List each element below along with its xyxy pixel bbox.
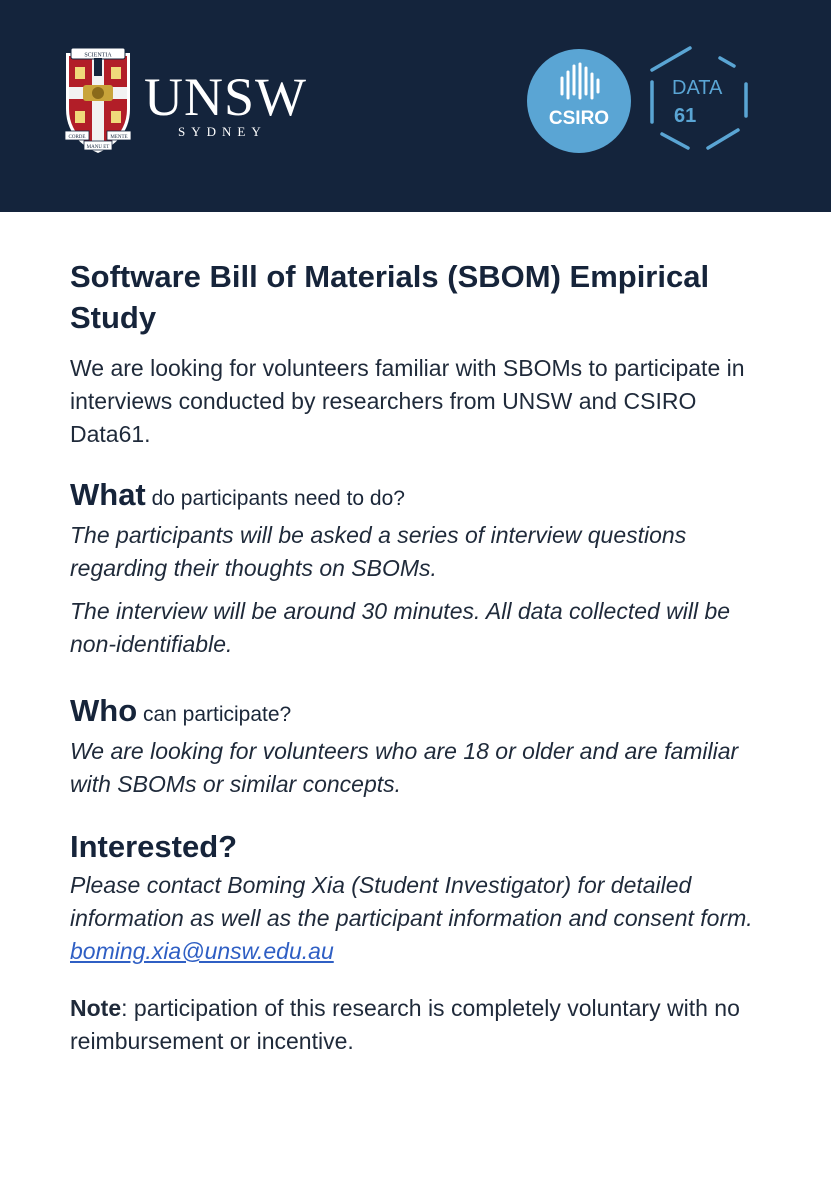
who-heading <box>70 691 770 735</box>
contact-email-link[interactable]: boming.xia@unsw.edu.au <box>70 938 334 964</box>
header-banner <box>0 0 831 212</box>
crest-scroll-right: MENTE <box>110 135 128 140</box>
who-paragraph: We are looking for volunteers who are 18 or older and are familiar with SBOMs or similar concepts. <box>70 738 739 797</box>
what-heading-lead: What <box>70 477 146 512</box>
interested-heading: Interested? <box>70 829 238 864</box>
contact-paragraph: Please contact Boming Xia (Student Investigator) for detailed information as well as the participant information and consent form. <box>70 872 753 931</box>
what-heading <box>70 475 770 519</box>
who-heading-lead: Who <box>70 693 138 728</box>
note-label: Note <box>70 995 122 1021</box>
who-heading-rest: can participate? <box>137 703 292 726</box>
note-paragraph <box>70 992 770 1058</box>
crest-scroll-bottom: MANU ET <box>86 145 110 150</box>
note-text: : participation of this research is completely voluntary with no reimbursement or incentive. <box>70 995 740 1054</box>
what-paragraph-2: The interview will be around 30 minutes. All data collected will be non-identifiable. <box>70 598 731 657</box>
page-title: Software Bill of Materials (SBOM) Empirical Study <box>70 259 710 335</box>
data61-logo-icon <box>648 44 752 154</box>
data61-label-61: 61 <box>674 105 697 127</box>
crest-scroll-top: SCIENTIA <box>84 52 112 59</box>
flyer-body <box>70 256 770 1058</box>
csiro-label: CSIRO <box>548 108 610 129</box>
what-heading-rest: do participants need to do? <box>145 487 405 510</box>
data61-label-data: DATA <box>672 77 723 99</box>
what-paragraph-1: The participants will be asked a series of interview questions regarding their thoughts on SBOMs. <box>70 522 687 581</box>
unsw-crest-icon <box>64 47 132 157</box>
csiro-logo-icon <box>526 48 632 154</box>
crest-scroll-left: CORDE <box>68 135 86 140</box>
intro-paragraph: We are looking for volunteers familiar with SBOMs to participate in interviews conducted by researchers from UNSW and CSIRO Data61. <box>70 355 745 447</box>
unsw-wordmark: UNSW <box>144 67 307 127</box>
unsw-subtitle: SYDNEY <box>178 124 267 139</box>
